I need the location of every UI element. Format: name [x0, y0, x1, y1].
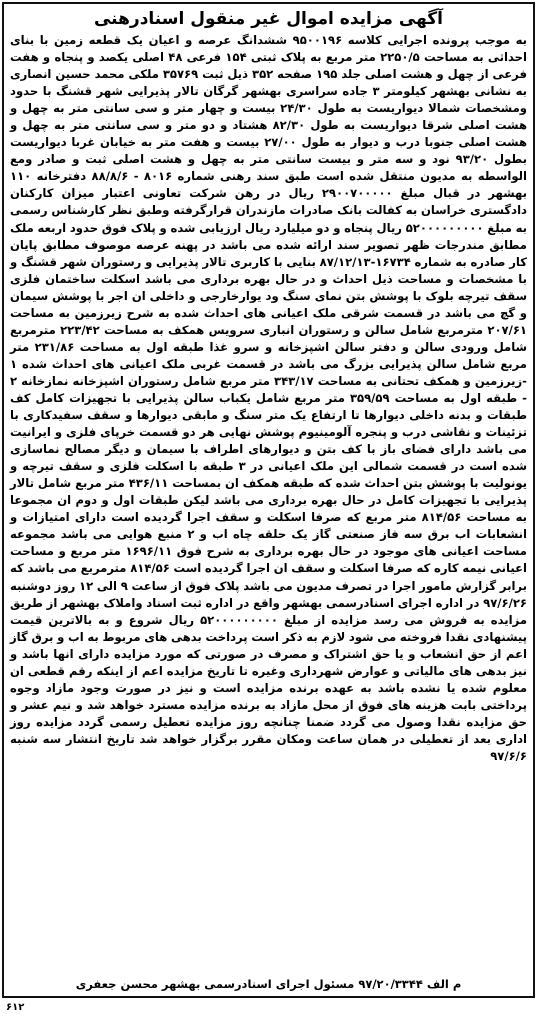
page-code: ۶۱۲: [6, 1002, 25, 1013]
notice-body: به موجب پرونده اجرایی کلاسه ۹۵۰۰۱۹۶ ششدانگ عرصه و اعیان یک قطعه زمین با بنای احداثی به مساحت ۲۲۵۰/۵ متر مربع به پلاک ثبتی ۱۵۴ فرعی ۴۸ اصلی یکصد و پنجاه و هفت فرعی از چهل و هشت اصلی جلد ۱۹۵ صفحه ۳۵۲ ذیل ثبت ۳۵۷۶۹ ملکی محمد حسین انصاری به نشانی بهشهر کیلومتر ۳ جاده سراسری بهشهر گرگان تالار پذیرایی شهر قشنگ با حدود ومشخصات شمالا دیواریست به طول ۲۴/۳۰ بیست و چهار متر و سی سانتی متر به چهل و هشت اصلی شرقا دیواریست به طول ۸۲/۳۰ هشتاد و دو متر و سی سانتی متر به چهل و هشت اصلی جنوبا درب و دیوار به طول ۲۷/۰۰ بیست و هفت متر به خیابان غربا دیواریست بطول ۹۳/۲۰ نود و سه متر و بیست سانتی متر به چهل و هشت اصلی ثبت و صادر ومع الواسطه به مدیون منتقل شده است طبق سند رهنی شماره ۸۰۱۶ - ۸۸/۸/۶ دفترخانه ۱۱۰ بهشهر در قبال مبلغ ۲۹۰۰۷۰۰۰۰۰ ریال در رهن شرکت تعاونی اعتبار میزان کارکنان دادگستری خراسان به کفالت بانک صادرات مازندران قرارگرفته وطبق نظر کارشناس رسمی به مبلغ ۵۲۰۰۰۰۰۰۰۰۰ ریال پنجاه و دو میلیارد ریال ارزیابی شده و پلاک فوق حدود اربعه ملک مطابق مندرجات ظهر تصویر سند ارائه شده می باشد در پهنه عرصه موصوف مطابق پایان کار صادره به شماره ۱۶۷۳۴-۸۷/۱۲/۱۳ بنایی با کاربری تالار پذیرایی و رستوران شهر قشنگ و با مشخصات و مساحت ذیل احداث و در حال بهره برداری می باشد اسکلت ساختمان فلزی سقف تیرچه بلوک با پوشش بتن نمای سنگ ود یوارخارجی و داخلی ان اجر با پوشش سیمان و گچ می باشد در قسمت شرقی ملک اعیانی های احداث شده به شرح زیرزمین به مساحت ۲۰۷/۶۱ مترمربع شامل سالن و رستوران انباری سرویس همکف به مساحت ۲۲۳/۴۲ مترمربع شامل ورودی سالن و دفتر سالن اشپزخانه و سرو غذا طبقه اول به مساحت ۲۳۱/۸۶ متر مربع شامل سالن پذیرایی بزرگ می باشد در قسمت غربی ملک اعیانی های احداث شده ۱ -زیرزمین و همکف تحتانی به مساحت ۳۴۳/۱۷ متر مربع شامل رستوران اشپزخانه نمازخانه ۲ - طبقه اول به مساحت ۳۵۹/۵۹ متر مربع شامل یکباب سالن پذیرایی با تجهیزات کامل کف طبقات و بدنه داخلی دیوارها تا ارتفاع یک متر سنگ و مابقی دیوارها و سقف سفیدکاری با تزئینات و نقاشی درب و پنجره آلومینیوم پوشش نهایی هر دو قسمت خرپای فلزی و ایرانیت می باشد دارای فضای باز با کف بتن و دیوارهای اطراف با سیمان و دیگر مصالح نماسازی شده است در قسمت شمالی این ملک اعیانی در ۳ طبقه با اسکلت فلزی و سقف تیرچه و یونولیت با پوشش بتن احداث شده که طبقه همکف ان بمساحت ۴۳۶/۱۱ متر مربع شامل تالار پذیرایی با تجهیزات کامل در حال بهره برداری می باشد لیکن طبقات اول و دوم ان مجموعا به مساحت ۸۱۴/۵۶ متر مربع که صرفا اسکلت و سقف اجرا گردیده است دارای امتیازات و انشعابات اب برق سه فاز صنعتی گاز یک حلقه چاه اب و ۲ منبع هوایی می باشد مجموعه مساحت اعیانی های موجود در حال بهره برداری به شرح فوق ۱۶۹۶/۱۱ متر مربع و مساحت اعیانی نیمه کاره که صرفا اسکلت و سقف ان اجرا گردیده است ۸۱۴/۵۶ مترمربع می باشد که برابر گزارش مامور اجرا در تصرف مدیون می باشد پلاک فوق از ساعت ۹ الی ۱۲ روز دوشنبه ۹۷/۶/۲۶ در اداره اجرای اسنادرسمی بهشهر واقع در اداره ثبت اسناد واملاک بهشهر از طریق مزایده به فروش می رسد مزایده از مبلغ ۵۲۰۰۰۰۰۰۰۰۰ ریال شروع و به بالاترین قیمت پیشنهادی نقدا فروخته می شود لازم به ذکر است پرداخت بدهی های مربوط به اب و برق گاز اعم از حق انشعاب و یا حق اشتراک و مصرف در صورتی که مورد مزایده دارای انها باشد و نیز بدهی های مالیاتی و عوارض شهرداری وغیره تا تاریخ مزایده اعم از اینکه رقم قطعی ان معلوم شده یا نشده باشد به عهده برنده مزایده است و نیز در صورت وجود مازاد وجوه پرداختی بابت هزینه های فوق از محل مازاد به برنده مزایده مسترد خواهد شد و نیم عشر و حق مزایده نقدا وصول می گردد ضمنا چنانچه روز مزایده تعطیل رسمی گردد مزایده روز اداری بعد از تعطیلی در همان ساعت ومکان مقرر برگزار خواهد شد تاریخ انتشار سه شنبه ۹۷/۶/۶: [10, 33, 528, 763]
auction-notice: [2, 2, 535, 998]
notice-footer: م الف ۹۷/۲۰/۳۳۴۴ مسئول اجرای اسنادرسمی بهشهر محسن جعفری: [75, 977, 462, 991]
notice-title: آگهی مزایده اموال غیر منقول اسنادرهنی: [93, 9, 444, 29]
